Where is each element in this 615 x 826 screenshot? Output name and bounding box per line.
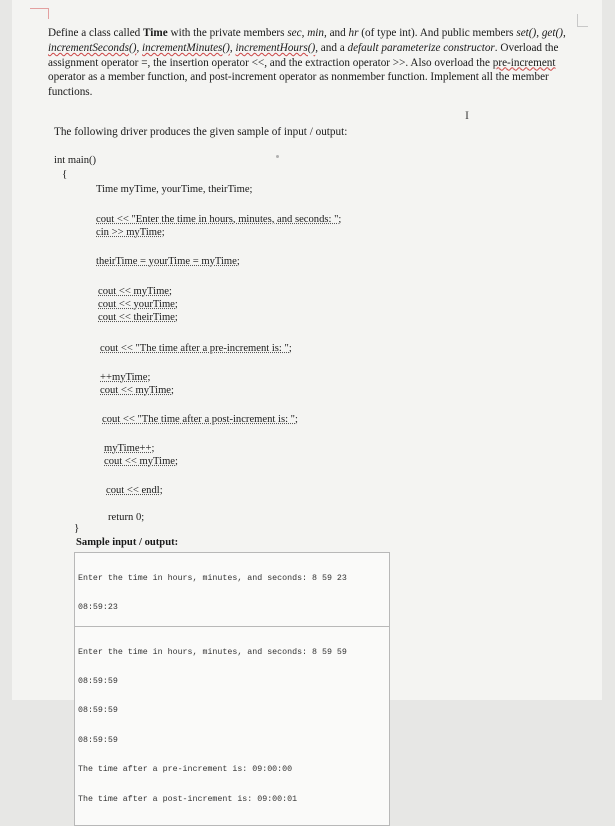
- code-cout-mytime-3: cout << myTime;: [104, 456, 178, 467]
- private-members: sec, min,: [287, 27, 327, 39]
- output-line: 08:59:23: [78, 602, 118, 612]
- output-line: The time after a pre-increment is: 09:00:00: [78, 765, 293, 775]
- code-postincrement: myTime++;: [104, 443, 155, 454]
- output-line: Enter the time in hours, minutes, and seconds: 8 59 59: [78, 647, 347, 657]
- driver-intro: The following driver produces the given sample of input / output:: [54, 126, 348, 138]
- output-line: 08:59:59: [78, 676, 118, 686]
- code-cin: cin >> myTime;: [96, 227, 165, 238]
- text-segment: . Overload the assignment operator =, the insertion operator <<, and the extraction operator >>. Also overload the: [48, 41, 559, 69]
- text-segment: with the private members: [167, 27, 288, 39]
- set-get-members: set(), get(): [516, 27, 563, 39]
- output-line: The time after a post-increment is: 09:00:01: [78, 794, 298, 804]
- page-corner-mark: [30, 8, 49, 19]
- text-segment: Define a class called: [48, 27, 144, 39]
- code-cout-mytime-2: cout << myTime;: [100, 385, 174, 396]
- text-cursor-icon: I: [465, 108, 469, 122]
- page-corner-mark-right: [577, 14, 588, 27]
- class-name: Time: [143, 27, 168, 39]
- document-page: [12, 0, 602, 804]
- output-line: Enter the time in hours, minutes, and seconds: 8 59 23: [78, 573, 347, 583]
- problem-statement: [48, 26, 568, 100]
- code-cout-prompt: cout << "Enter the time in hours, minutes, and seconds: ";: [96, 214, 342, 225]
- code-cout-post: cout << "The time after a post-increment is: ";: [102, 414, 298, 425]
- code-declaration: Time myTime, yourTime, theirTime;: [96, 184, 253, 195]
- code-cout-theirtime: cout << theirTime;: [98, 312, 178, 323]
- pre-increment-term: pre-increment: [492, 56, 556, 69]
- text-segment: and: [326, 27, 349, 39]
- sample-output-2: [74, 626, 390, 826]
- text-segment: ,: [229, 41, 236, 54]
- code-assign: theirTime = yourTime = myTime;: [96, 256, 240, 267]
- code-preincrement: ++myTime;: [100, 372, 151, 383]
- code-cout-yourtime: cout << yourTime;: [98, 299, 178, 310]
- increment-hours: incrementHours(): [235, 41, 316, 54]
- code-close-brace: }: [74, 522, 80, 534]
- text-segment: ,: [136, 41, 143, 54]
- code-return: return 0;: [108, 512, 145, 523]
- text-segment: (of type int). And public members: [358, 27, 517, 39]
- stray-dot: [276, 155, 279, 158]
- increment-minutes: incrementMinutes(): [142, 41, 230, 54]
- text-segment: , and a: [315, 41, 348, 54]
- text-segment: ,: [562, 27, 566, 39]
- code-endl: cout << endl;: [106, 485, 163, 496]
- code-main: int main(): [54, 155, 97, 166]
- text-segment: operator as a member function, and post-increment operator as nonmember function. Implement all the member functions.: [48, 71, 549, 99]
- code-cout-pre: cout << "The time after a pre-increment is: ";: [100, 343, 292, 354]
- increment-seconds: incrementSeconds(): [48, 41, 137, 54]
- default-constructor: default parameterize constructor: [347, 41, 495, 54]
- output-line: 08:59:59: [78, 706, 118, 716]
- code-cout-mytime: cout << myTime;: [98, 286, 172, 297]
- sample-title: Sample input / output:: [76, 537, 179, 548]
- code-open-brace: {: [62, 168, 68, 180]
- hr-member: hr: [348, 27, 359, 39]
- output-line: 08:59:59: [78, 735, 118, 745]
